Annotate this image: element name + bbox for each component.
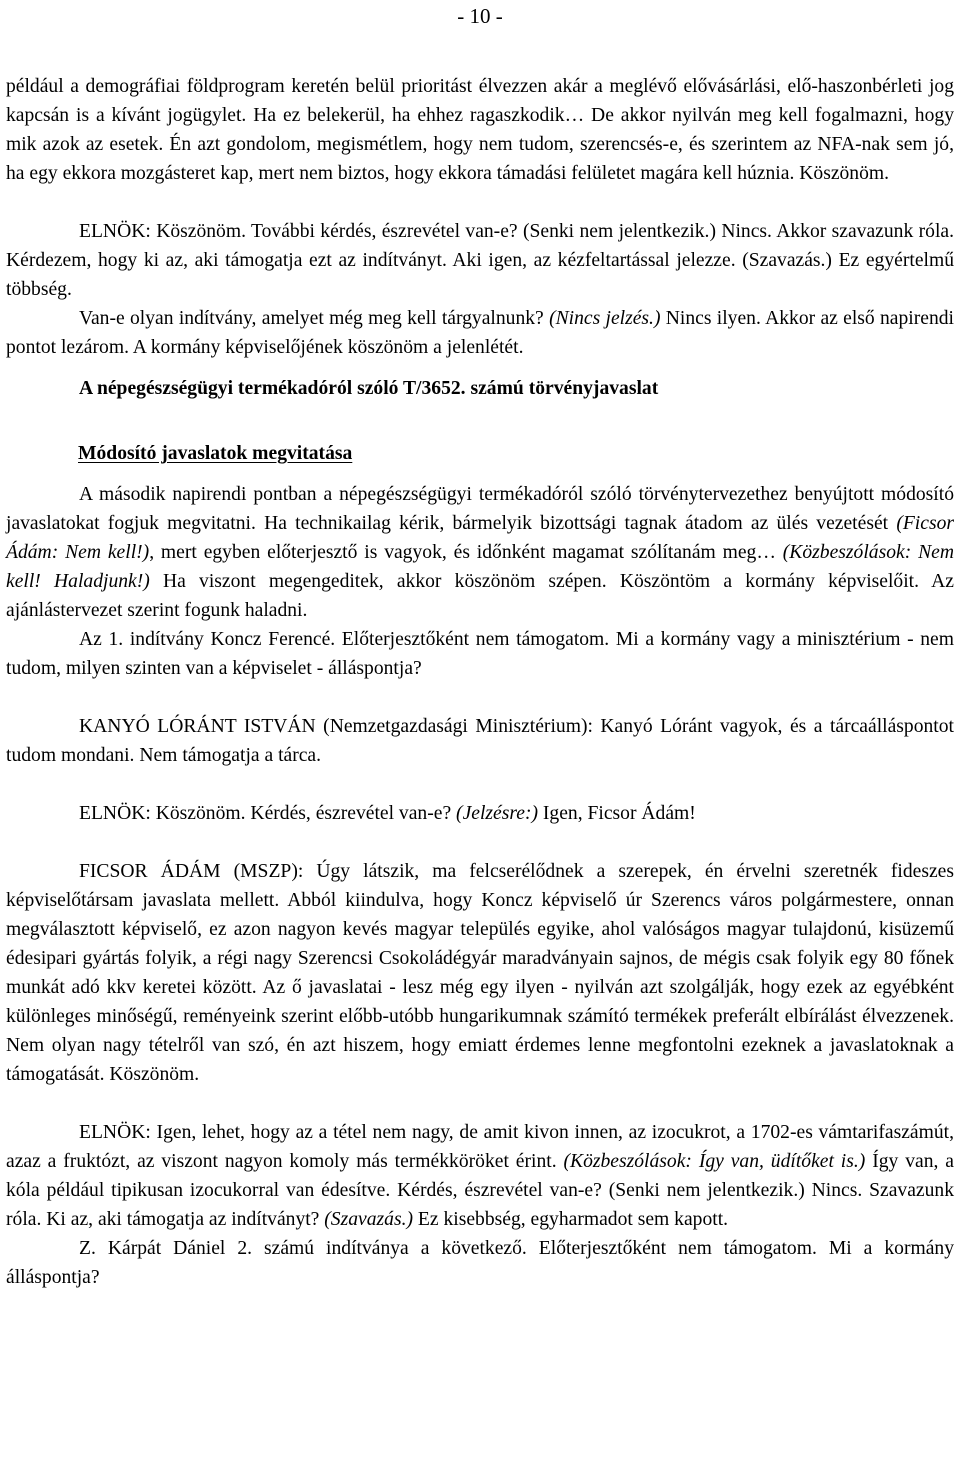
document-page	[6, 0, 954, 1292]
text-run: ELNÖK: Igen, lehet, hogy az a tétel nem nagy, de amit kivon innen, az izocukrot, a 1702-es vámtarifaszámút, azaz a fruktózt, az viszont nagyon komoly más termékköröket érint.	[6, 1122, 954, 1172]
paragraph-chair-close	[6, 304, 954, 362]
stage-direction: (Szavazás.)	[324, 1209, 413, 1230]
text-run: Így van, a kóla például tipikusan izocukorral van édesítve. Kérdés, észrevétel van-e? (Senki nem jelentkezik.) Nincs. Szavazunk róla. Ki az, aki támogatja az indítványt?	[6, 1151, 954, 1230]
agenda-heading: A népegészségügyi termékadóról szóló T/3652. számú törvényjavaslat	[79, 378, 659, 399]
stage-direction: (Jelzésre:)	[456, 803, 538, 824]
text-run: Ez kisebbség, egyharmadot sem kapott.	[413, 1209, 729, 1230]
text-run: Igen, Ficsor Ádám!	[538, 803, 696, 824]
text-run: Nincs ilyen. Akkor az első napirendi pontot lezárom. A kormány képviselőjének köszönöm a jelenlétét.	[6, 308, 955, 358]
text-run: ELNÖK: Köszönöm. Kérdés, észrevétel van-e?	[79, 803, 457, 824]
paragraph-kanyo: KANYÓ LÓRÁNT ISTVÁN (Nemzetgazdasági Minisztérium): Kanyó Lóránt vagyok, és a tárcaálláspontot tudom mondani. Nem támogatja a tárca.	[6, 716, 954, 766]
stage-direction: (Ficsor Ádám: Nem kell!)	[6, 513, 954, 563]
paragraph-motion-1: Az 1. indítvány Koncz Ferencé. Előterjesztőként nem támogatom. Mi a kormány vagy a minisztérium - nem tudom, milyen szinten van a képviselet - álláspontja?	[6, 629, 954, 679]
paragraph-chair-vote: ELNÖK: Köszönöm. További kérdés, észrevétel van-e? (Senki nem jelentkezik.) Nincs. Akkor szavazunk róla. Kérdezem, hogy ki az, aki támogatja ezt az indítványt. Aki igen, az kézfeltartással jelezze. (Szavazás.) Ez egyértelmű többség.	[6, 221, 954, 300]
text-run: A második napirendi pontban a népegészségügyi termékadóról szóló törvénytervezethez benyújtott módosító javaslatokat fogjuk megvitatni. Ha technikailag kérik, bármelyik bizottsági tagnak átadom az ülés vezetését	[6, 484, 954, 534]
paragraph-chair-response	[6, 1118, 954, 1234]
page-number: - 10 -	[457, 4, 503, 28]
stage-direction: (Közbeszólások: Így van, üdítőket is.)	[563, 1151, 866, 1172]
stage-direction: (Közbeszólások: Nem kell! Haladjunk!)	[6, 542, 954, 592]
paragraph-ficsor: FICSOR ÁDÁM (MSZP): Úgy látszik, ma felcserélődnek a szerepek, én érvelni szeretnék fideszes képviselőtársam javaslata mellett. Abból kiindulva, hogy Koncz képviselő úr Szerencs város polgármestere, onnan megválasztott képviselő, ez azon nagyon kevés magyar település egyike, ahol valóságos magyar tulajdonú, kisüzemű édesipari gyártás folyik, a régi nagy Szerencsi Csokoládégyár maradványain sajnos, de mégis csak folyik egy 80 főnek munkát adó kkv keretei között. Az ő javaslatai - lesz még egy ilyen - nyilván azt szolgálják, hogy ezek az egyébként különleges minőségű, reményeink szerint előbb-utóbb hungarikumnak számító termékek preferált elbírálást élvezzenek. Nem olyan nagy tételről van szó, én azt hiszem, hogy emiatt érdemes lenne megfontolni ezeknek a javaslatoknak a támogatását. Köszönöm.	[6, 861, 954, 1085]
text-run: , mert egyben előterjesztő is vagyok, és időnként magamat szólítanám meg…	[149, 542, 783, 563]
text-run: Van-e olyan indítvány, amelyet még meg kell tárgyalnunk?	[79, 308, 550, 329]
paragraph-agenda-intro	[6, 480, 954, 625]
paragraph-continuation: például a demográfiai földprogram keretén belül prioritást élvezzen akár a meglévő elővásárlási, elő-haszonbérleti jog kapcsán is a kívánt jogügylet. Ha ez belekerül, ha ehhez ragaszkodik… De akkor nyilván meg kell fogalmazni, hogy mik azok az esetek. Én azt gondolom, megismétlem, hogy nem tudom, szerencsés-e, és szerintem az NFA-nak sem jó, ha egy ekkora mozgásteret kap, mert nem biztos, hogy ekkora támadási felületet magára kell húznia. Köszönöm.	[6, 76, 954, 184]
section-heading: Módosító javaslatok megvitatása	[78, 443, 353, 464]
paragraph-motion-2: Z. Kárpát Dániel 2. számú indítványa a következő. Előterjesztőként nem támogatom. Mi a kormány álláspontja?	[6, 1238, 954, 1288]
paragraph-chair-question	[6, 799, 954, 828]
stage-direction: (Nincs jelzés.)	[549, 308, 661, 329]
text-run: Ha viszont megengeditek, akkor köszönöm szépen. Köszöntöm a kormány képviselőit. Az ajánlástervezet szerint fogunk haladni.	[6, 571, 954, 621]
